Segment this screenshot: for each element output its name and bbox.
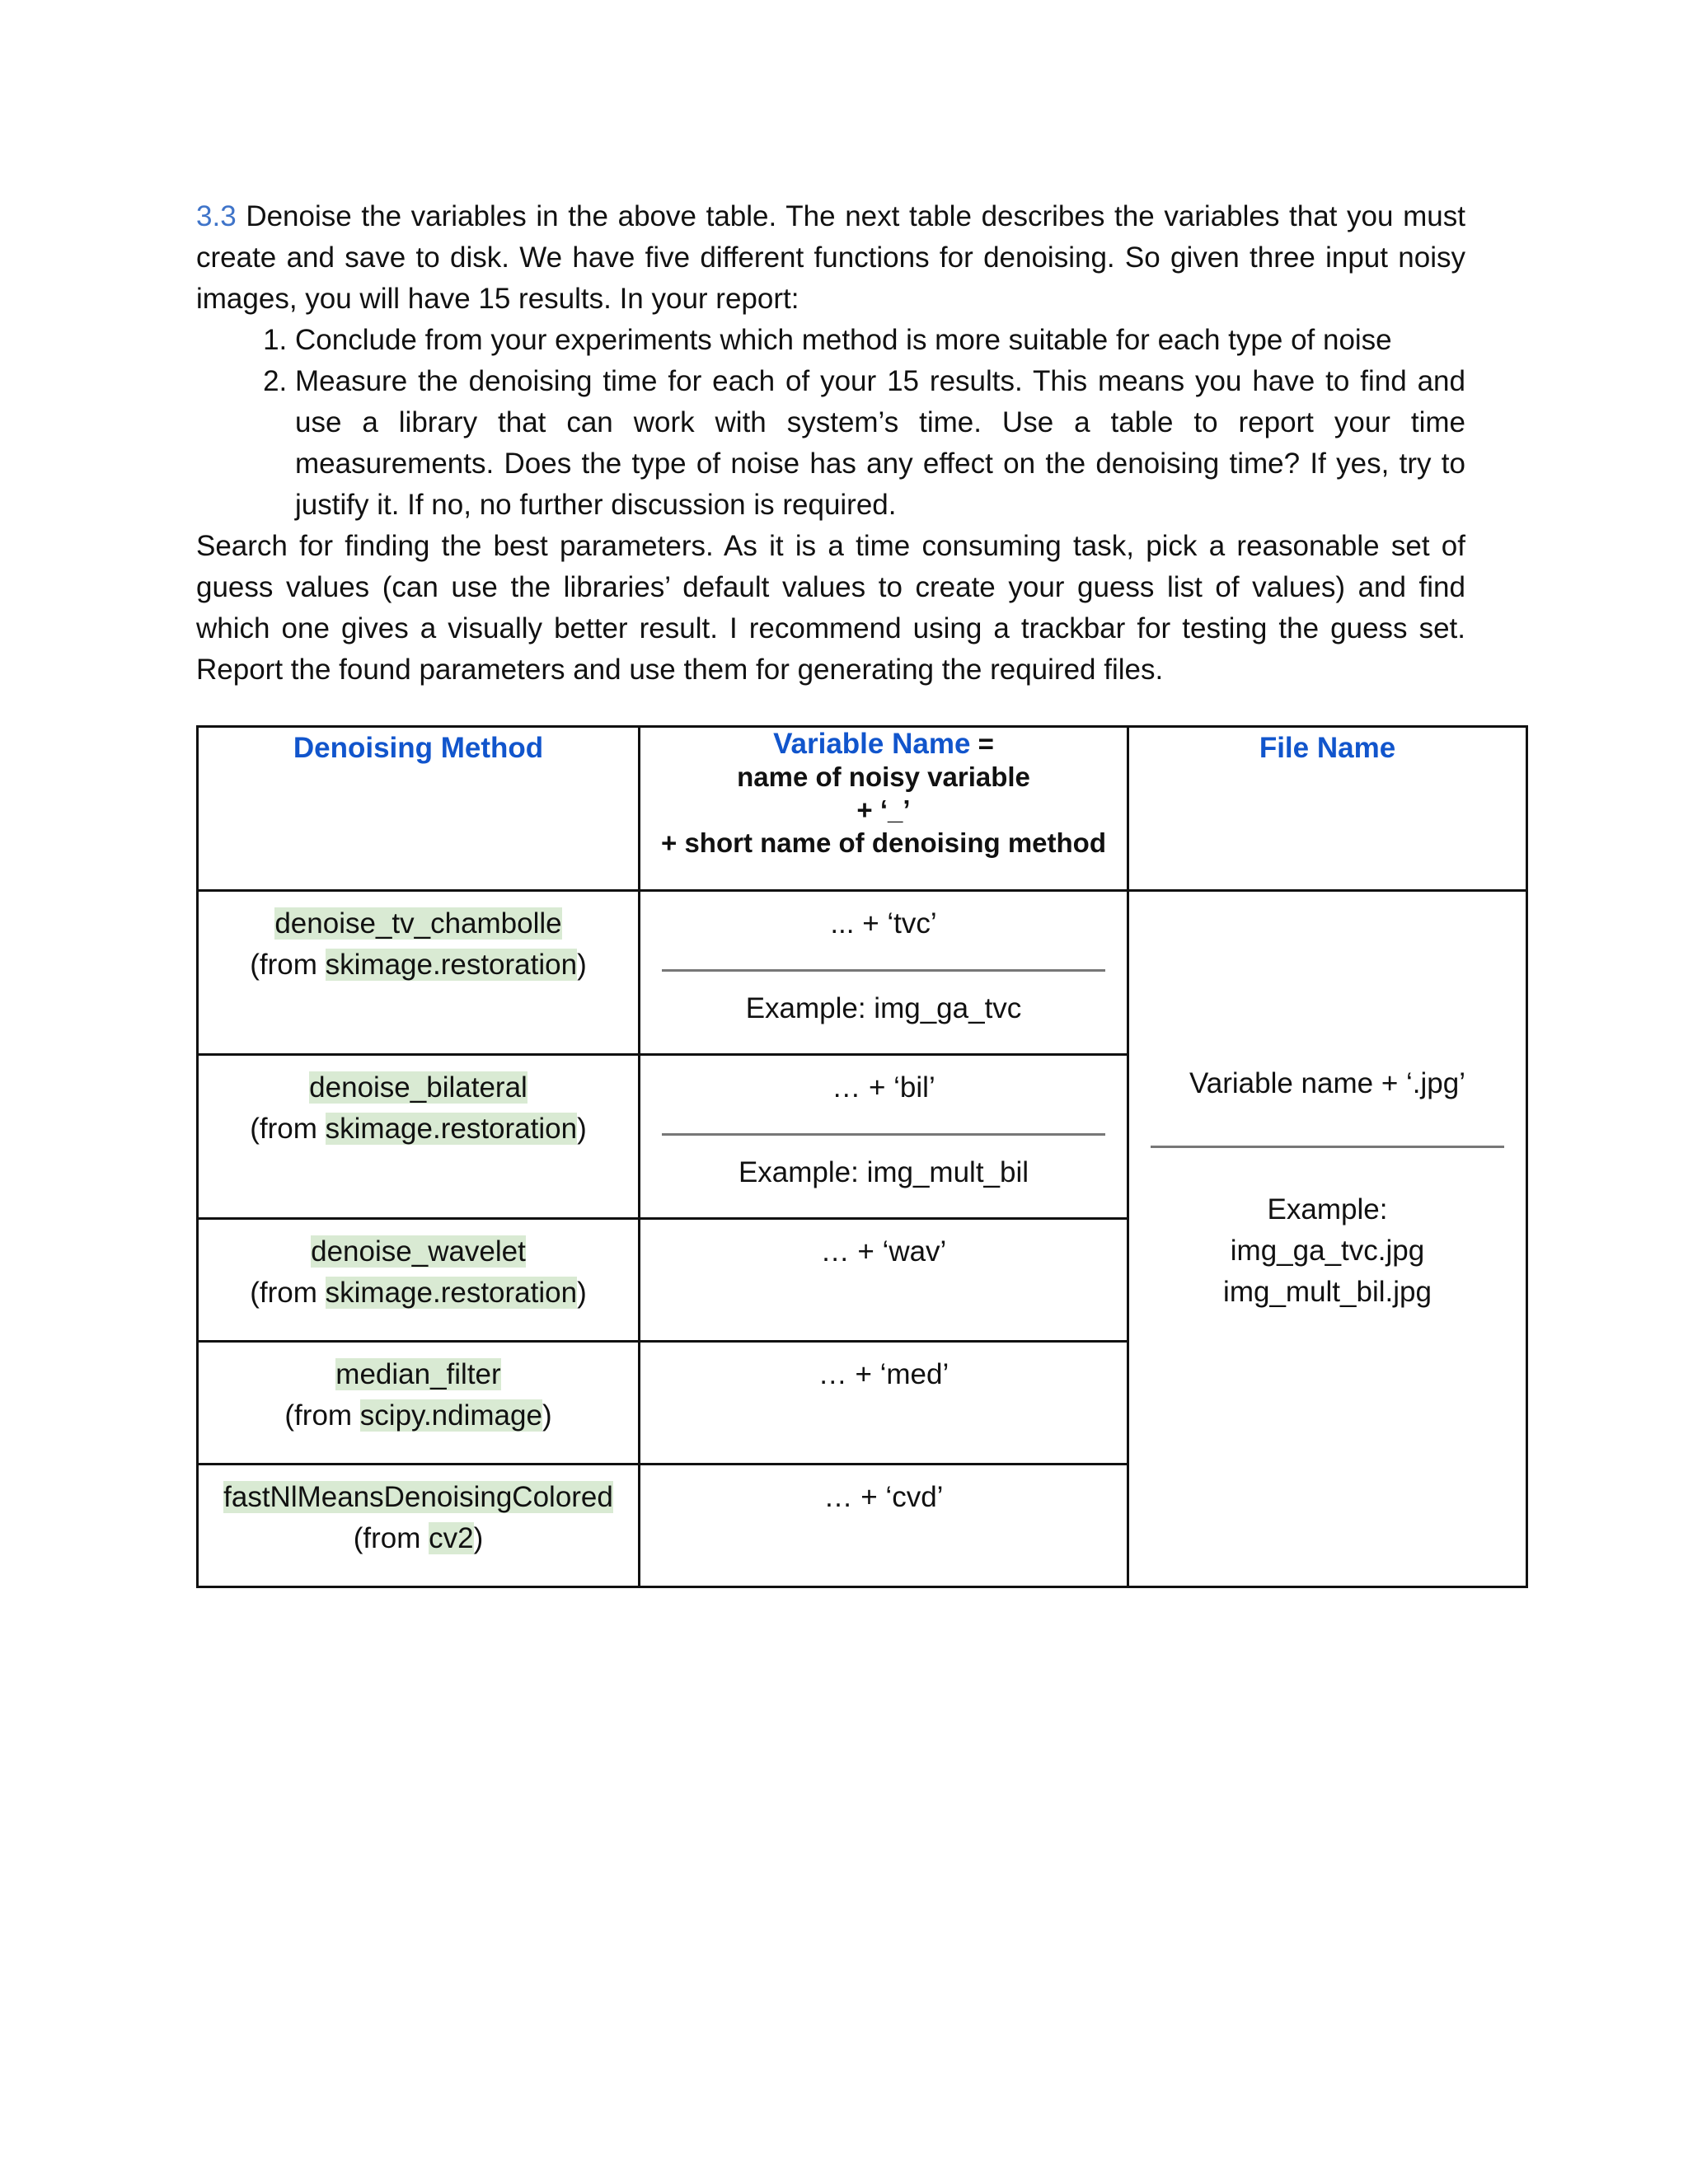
header-file: File Name	[1128, 727, 1527, 891]
section-intro	[196, 196, 1465, 320]
file-example-label: Example:	[1267, 1193, 1388, 1226]
method-module: skimage.restoration	[325, 1277, 578, 1309]
method-function: median_filter	[335, 1358, 501, 1390]
file-example-1: img_ga_tvc.jpg	[1230, 1235, 1425, 1267]
cell-divider	[662, 969, 1105, 972]
file-name-rule: Variable name + ‘.jpg’	[1189, 1067, 1465, 1099]
header-variable-eq: =	[970, 729, 994, 759]
step-item-2: 2. Measure the denoising time for each of your 15 results. This means you have to find and use a library that can work with system’s time. Use a table to report your time measurements. Does the type of noise has any effect on the denoising time? If yes, try to justify it. If no, no further discussion is required.	[295, 361, 1465, 526]
file-name-cell	[1128, 891, 1527, 1587]
variable-cell	[640, 1055, 1128, 1219]
header-variable-line3: + short name of denoising method	[661, 827, 1106, 858]
method-module: skimage.restoration	[325, 949, 578, 981]
method-cell: denoise_bilateral (from skimage.restoration)	[198, 1055, 640, 1219]
method-cell: denoise_wavelet (from skimage.restoration)	[198, 1219, 640, 1342]
method-module: cv2	[429, 1522, 474, 1554]
variable-suffix: … + ‘med’	[818, 1358, 950, 1390]
header-variable-title: Variable Name	[773, 728, 971, 760]
method-function: denoise_wavelet	[311, 1235, 526, 1268]
variable-cell	[640, 1342, 1128, 1465]
method-module: scipy.ndimage	[359, 1399, 542, 1432]
variable-example: Example: img_mult_bil	[738, 1156, 1029, 1188]
method-function: fastNlMeansDenoisingColored	[223, 1481, 613, 1513]
method-module: skimage.restoration	[325, 1113, 578, 1145]
header-method: Denoising Method	[198, 727, 640, 891]
section-number: 3.3	[196, 200, 237, 232]
method-function: denoise_bilateral	[309, 1071, 528, 1104]
variable-cell	[640, 1465, 1128, 1587]
variable-suffix: … + ‘cvd’	[823, 1481, 944, 1513]
method-function: denoise_tv_chambolle	[274, 907, 562, 940]
method-cell: fastNlMeansDenoisingColored (from cv2)	[198, 1465, 640, 1587]
variable-example: Example: img_ga_tvc	[745, 992, 1022, 1024]
step-item-1: 1. Conclude from your experiments which method is more suitable for each type of noise	[295, 320, 1465, 361]
variable-suffix: … + ‘wav’	[820, 1235, 947, 1268]
method-cell: median_filter (from scipy.ndimage)	[198, 1342, 640, 1465]
variable-cell	[640, 891, 1128, 1055]
steps-list	[196, 320, 1465, 526]
cell-divider	[662, 1133, 1105, 1136]
variable-suffix: … + ‘bil’	[832, 1071, 935, 1104]
table-header-row	[198, 727, 1527, 891]
table-row	[198, 891, 1527, 1055]
cell-divider	[1151, 1146, 1504, 1148]
variable-suffix: ... + ‘tvc’	[830, 907, 937, 940]
variable-cell	[640, 1219, 1128, 1342]
section-content	[196, 196, 1465, 691]
method-cell: denoise_tv_chambolle (from skimage.restoration)	[198, 891, 640, 1055]
file-example-2: img_mult_bil.jpg	[1223, 1276, 1432, 1308]
header-variable-line1: name of noisy variable	[737, 762, 1030, 792]
header-variable-line2: + ‘_’	[856, 794, 911, 825]
section-intro-text: Denoise the variables in the above table. The next table describes the variables that you must create and save to disk. We have five different functions for denoising. So given three input noisy images, you will have 15 results. In your report:	[196, 200, 1465, 315]
denoising-table	[196, 725, 1528, 1588]
section-closing: Search for finding the best parameters. As it is a time consuming task, pick a reasonable set of guess values (can use the libraries’ default values to create your guess list of values) and find which one gives a visually better result. I recommend using a trackbar for testing the guess set. Report the found parameters and use them for generating the required files.	[196, 530, 1465, 686]
header-variable	[640, 727, 1128, 891]
